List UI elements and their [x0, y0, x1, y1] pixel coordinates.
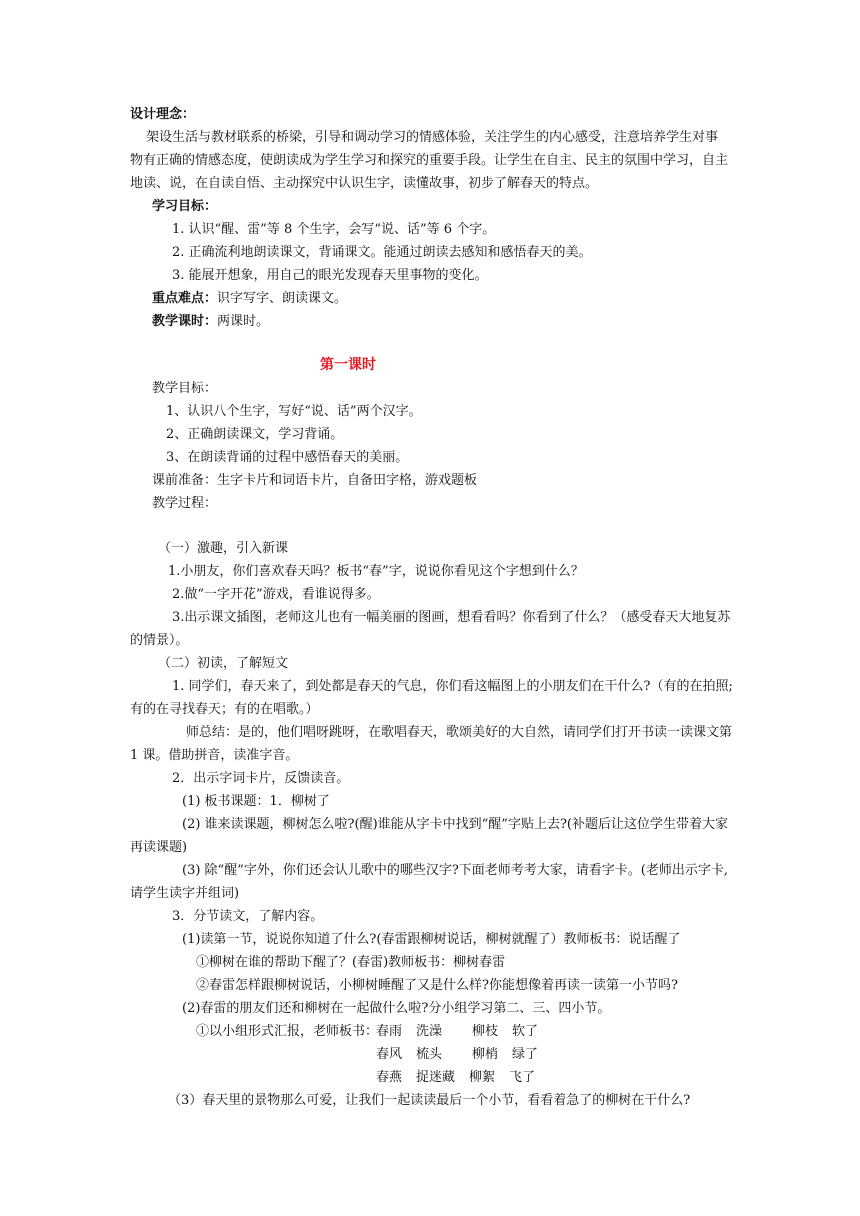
section-2-p3: 3．分节读文，了解内容。 [172, 909, 324, 924]
section-2-p2b1: (2) 谁来读课题，柳树怎么啦?(醒)谁能从字卡中找到“醒”字贴上去?(补题后让这位学生带着大家 [182, 817, 728, 832]
section-2-p2c1: (3) 除“醒”字外，你们还会认儿歌中的哪些汉字?下面老师考考大家，请看字卡。(老师出示字卡, [182, 863, 729, 878]
section-2-q2: (2)春雷的朋友们还和柳树在一起做什么啦?分小组学习第二、三、四小节。 [182, 1001, 611, 1016]
section-1-line-3a: 3.出示课文插图，老师这儿也有一幅美丽的图画，想看看吗？你看到了什么？（感受春天大地复苏 [172, 610, 731, 625]
section-2-heading: （二）初读，了解短文 [158, 656, 289, 671]
board-cell: 软了 [512, 1024, 539, 1039]
goal-item-2: 2. 正确流利地朗读课文，背诵课文。能通过朗读去感知和感悟春天的美。 [172, 245, 592, 260]
key-points-text: 识字写字、朗读课文。 [217, 291, 348, 306]
board-cell: 春风 [376, 1047, 403, 1062]
board-row-3 [376, 1069, 535, 1087]
design-line-3: 地读、说，在自读自悟、主动探究中认识生字，读懂故事，初步了解春天的特点。 [130, 176, 599, 191]
key-points-label: 重点难点： [152, 291, 218, 306]
section-1-line-3b: 的情景）。 [130, 633, 189, 648]
goal-item-3: 3. 能展开想象，用自己的眼光发现春天里事物的变化。 [172, 268, 488, 283]
section-2-p1b: 有的在寻找春天；有的在唱歌。） [130, 702, 319, 717]
section-1-heading: （一）激趣，引入新课 [158, 541, 289, 556]
section-2-q2a: ①以小组形式汇报，老师板书： [196, 1024, 379, 1039]
design-line-1: 架设生活与教材联系的桥梁，引导和调动学习的情感体验，关注学生的内心感受，注意培养学生对事 [146, 130, 719, 145]
section-2-q1b: ②春雷怎样跟柳树说话，小柳树睡醒了又是什么样?你能想像着再读一读第一小节吗? [196, 978, 678, 993]
board-cell: 柳梢 [472, 1047, 499, 1062]
lesson-title: 第一课时 [320, 357, 376, 373]
section-2-p2: 2．出示字词卡片，反馈读音。 [172, 771, 350, 786]
section-2-p2c2: 请学生读字并组词) [130, 886, 240, 901]
class-prep: 课前准备：生字卡片和词语卡片，自备田字格，游戏题板 [152, 473, 478, 488]
section-2-p1c: 师总结：是的，他们唱呀跳呀，在歌唱春天，歌颂美好的大自然，请同学们打开书读一读课文第 [186, 725, 733, 740]
section-2-q3: （3）春天里的景物那么可爱，让我们一起读读最后一个小节，看看着急了的柳树在干什么? [168, 1093, 691, 1108]
section-2-p1d: 1 课。借助拼音，读准字音。 [130, 748, 299, 763]
class-hours [152, 313, 269, 331]
class-hours-label: 教学课时： [152, 314, 218, 329]
section-1-line-1: 1.小朋友，你们喜欢春天吗？板书“春”字，说说你看见这个字想到什么？ [168, 564, 584, 579]
process-heading: 教学过程： [152, 496, 218, 511]
objective-3: 3、在朗读背诵的过程中感悟春天的美丽。 [166, 450, 409, 465]
board-cell: 春燕 [376, 1070, 403, 1085]
design-line-2: 物有正确的情感态度，使朗读成为学生学习和探究的重要手段。让学生在自主、民主的氛围中学习，自主 [130, 153, 729, 168]
objective-2: 2、正确朗读课文，学习背诵。 [166, 427, 344, 442]
section-2-q1: (1)读第一节，说说你知道了什么?(春雷跟柳树说话，柳树就醒了）教师板书：说话醒了 [182, 932, 681, 947]
board-cell: 春雨 [376, 1024, 403, 1039]
class-hours-text: 两课时。 [217, 314, 270, 329]
objective-1: 1、认识八个生字，写好“说、话”两个汉字。 [166, 404, 422, 419]
board-cell: 梳头 [416, 1047, 443, 1062]
section-2-p1a: 1. 同学们，春天来了，到处都是春天的气息，你们看这幅图上的小朋友们在干什么?（有的在拍照; [172, 679, 733, 694]
design-heading: 设计理念： [130, 107, 196, 122]
board-row-1 [376, 1023, 538, 1041]
board-row-2 [376, 1046, 538, 1064]
objectives-heading: 教学目标： [152, 381, 218, 396]
board-cell: 捉迷藏 [416, 1070, 456, 1085]
key-points [152, 290, 347, 308]
board-cell: 飞了 [509, 1070, 536, 1085]
section-2-q1a: ①柳树在谁的帮助下醒了？(春雷)教师板书：柳树春雷 [196, 955, 506, 970]
board-cell: 柳絮 [469, 1070, 496, 1085]
goal-item-1: 1. 认识“醒、雷”等 8 个生字，会写“说、话”等 6 个字。 [172, 222, 496, 237]
board-cell: 绿了 [512, 1047, 539, 1062]
section-2-p2b2: 再读课题) [130, 840, 188, 855]
goals-heading: 学习目标： [152, 199, 218, 214]
section-2-p2a: (1) 板书课题：1．柳树了 [182, 794, 330, 809]
board-cell: 洗澡 [416, 1024, 443, 1039]
board-cell: 柳枝 [472, 1024, 499, 1039]
section-1-line-2: 2.做“一字开花”游戏，看谁说得多。 [172, 587, 380, 602]
